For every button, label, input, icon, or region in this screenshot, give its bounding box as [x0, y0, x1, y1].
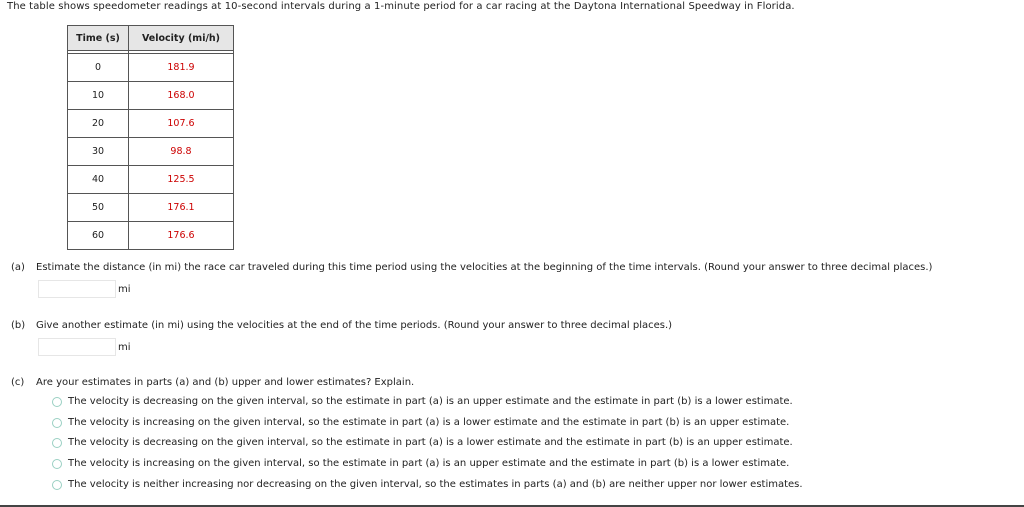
velocity-cell: 98.8	[129, 138, 234, 166]
option-text: The velocity is decreasing on the given interval, so the estimate in part (a) is an upper estimate and the estimate in part (b) is a lower estimate.	[68, 396, 793, 407]
part-b-label: (b)	[11, 320, 26, 331]
part-c-text: Are your estimates in parts (a) and (b) upper and lower estimates? Explain.	[36, 377, 415, 388]
velocity-cell: 181.9	[129, 54, 234, 82]
radio-button[interactable]	[52, 418, 62, 428]
part-a-answer	[38, 280, 131, 298]
part-b-question	[11, 320, 672, 331]
part-a-text: Estimate the distance (in mi) the race car traveled during this time period using the velocities at the beginning of the time intervals. (Round your answer to three decimal places.)	[36, 262, 933, 273]
velocity-cell: 168.0	[129, 82, 234, 110]
table-header-row	[68, 26, 234, 51]
radio-button[interactable]	[52, 397, 62, 407]
time-cell: 60	[68, 222, 129, 250]
part-c-label: (c)	[11, 377, 25, 388]
part-c-option[interactable]	[52, 458, 789, 469]
radio-button[interactable]	[52, 459, 62, 469]
radio-button[interactable]	[52, 438, 62, 448]
time-cell: 40	[68, 166, 129, 194]
part-a-unit: mi	[118, 283, 131, 295]
part-c-option[interactable]	[52, 417, 789, 428]
option-text: The velocity is increasing on the given interval, so the estimate in part (a) is a lower estimate and the estimate in part (b) is an upper estimate.	[68, 417, 790, 428]
part-b-unit: mi	[118, 341, 131, 353]
time-cell: 20	[68, 110, 129, 138]
part-a-label: (a)	[11, 262, 25, 273]
table-row	[68, 138, 234, 166]
table-row	[68, 110, 234, 138]
part-c-option[interactable]	[52, 437, 793, 448]
velocity-cell: 176.1	[129, 194, 234, 222]
time-cell: 10	[68, 82, 129, 110]
part-a-question	[11, 262, 932, 273]
table-row	[68, 82, 234, 110]
time-column-header: Time (s)	[68, 26, 129, 51]
part-a-input[interactable]	[38, 280, 116, 298]
velocity-cell: 125.5	[129, 166, 234, 194]
table-row	[68, 194, 234, 222]
table-row	[68, 222, 234, 250]
part-b-input[interactable]	[38, 338, 116, 356]
velocity-cell: 176.6	[129, 222, 234, 250]
table-row	[68, 166, 234, 194]
part-c-option[interactable]	[52, 479, 803, 490]
radio-button[interactable]	[52, 480, 62, 490]
problem-intro: The table shows speedometer readings at 10-second intervals during a 1-minute period for a car racing at the Daytona International Speedway in Florida.	[7, 1, 795, 12]
part-c-option[interactable]	[52, 396, 793, 407]
time-cell: 50	[68, 194, 129, 222]
part-b-answer	[38, 338, 131, 356]
option-text: The velocity is decreasing on the given interval, so the estimate in part (a) is a lower estimate and the estimate in part (b) is an upper estimate.	[68, 437, 793, 448]
velocity-cell: 107.6	[129, 110, 234, 138]
time-cell: 0	[68, 54, 129, 82]
speedometer-table	[67, 25, 234, 250]
option-text: The velocity is neither increasing nor decreasing on the given interval, so the estimates in parts (a) and (b) are neither upper nor lower estimates.	[68, 479, 803, 490]
part-b-text: Give another estimate (in mi) using the velocities at the end of the time periods. (Round your answer to three decimal places.)	[36, 320, 673, 331]
table-row	[68, 54, 234, 82]
time-cell: 30	[68, 138, 129, 166]
option-text: The velocity is increasing on the given interval, so the estimate in part (a) is an upper estimate and the estimate in part (b) is a lower estimate.	[68, 458, 790, 469]
velocity-column-header: Velocity (mi/h)	[129, 26, 234, 51]
part-c-question	[11, 377, 414, 388]
